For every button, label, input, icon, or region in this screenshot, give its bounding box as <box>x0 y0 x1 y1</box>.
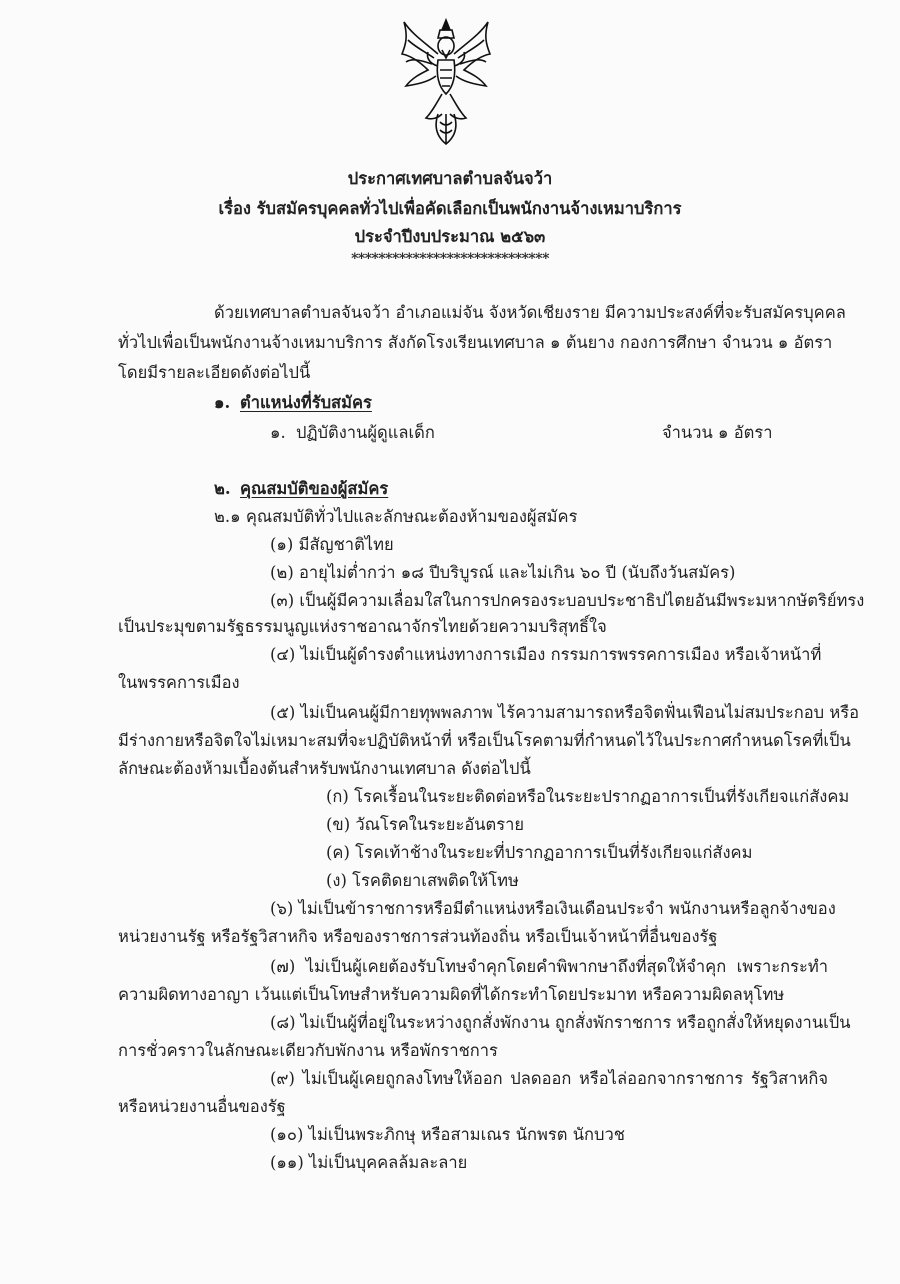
qualification-item: (๑๑) ไม่เป็นบุคคลล้มละลาย <box>270 1153 468 1172</box>
intro-line-3: โดยมีรายละเอียดดังต่อไปนี้ <box>118 363 311 382</box>
qualification-item: (๑) มีสัญชาติไทย <box>270 535 394 554</box>
section1-number: ๑. <box>214 393 231 412</box>
announcement-subject: เรื่อง รับสมัครบุคคลทั่วไปเพื่อคัดเลือกเป็นพนักงานจ้างเหมาบริการ <box>218 199 682 218</box>
qualification-item-cont: ในพรรคการเมือง <box>118 673 240 692</box>
qualification-item: (๙) ไม่เป็นผู้เคยถูกลงโทษให้ออก ปลดออก หรือไล่ออกจากราชการ รัฐวิสาหกิจ <box>270 1069 828 1088</box>
qualification-item-cont: ความผิดทางอาญา เว้นแต่เป็นโทษสำหรับความผิดที่ได้กระทำโดยประมาท หรือความผิดลหุโทษ <box>118 985 785 1004</box>
announcement-title: ประกาศเทศบาลตำบลจันจว้า <box>347 169 553 188</box>
qualification-item: (๒) อายุไม่ต่ำกว่า ๑๘ ปีบริบูรณ์ และไม่เกิน ๖๐ ปี (นับถึงวันสมัคร) <box>270 563 736 582</box>
qualification-item: (๔) ไม่เป็นผู้ดำรงตำแหน่งทางการเมือง กรรมการพรรคการเมือง หรือเจ้าหน้าที่ <box>270 645 822 664</box>
section2-heading: คุณสมบัติของผู้สมัคร <box>240 479 389 498</box>
intro-line-1: ด้วยเทศบาลตำบลจันจว้า อำเภอแม่จัน จังหวัดเชียงราย มีความประสงค์ที่จะรับสมัครบุคคล <box>214 303 846 322</box>
qualification-item-cont: ลักษณะต้องห้ามเบื้องต้นสำหรับพนักงานเทศบาล ดังต่อไปนี้ <box>118 759 531 778</box>
garuda-emblem <box>398 14 494 150</box>
position-count: จำนวน ๑ อัตรา <box>662 423 773 442</box>
qualification-item-cont: หรือหน่วยงานอื่นของรัฐ <box>118 1097 286 1116</box>
intro-line-2: ทั่วไปเพื่อเป็นพนักงานจ้างเหมาบริการ สังกัดโรงเรียนเทศบาล ๑ ต้นยาง กองการศึกษา จำนวน ๑ อัตรา <box>118 333 833 352</box>
qualification-item-cont: หน่วยงานรัฐ หรือรัฐวิสาหกิจ หรือของราชการส่วนท้องถิ่น หรือเป็นเจ้าหน้าที่อื่นของรัฐ <box>118 927 718 946</box>
qualification-item: (๑๐) ไม่เป็นพระภิกษุ หรือสามเณร นักพรต นักบวช <box>270 1125 625 1144</box>
qualification-item-cont: การชั่วคราวในลักษณะเดียวกับพักงาน หรือพักราชการ <box>118 1041 498 1060</box>
disease-item: (ค) โรคเท้าช้างในระยะที่ปรากฏอาการเป็นที่รังเกียจแก่สังคม <box>326 843 753 862</box>
qualification-item: (๖) ไม่เป็นข้าราชการหรือมีตำแหน่งหรือเงินเดือนประจำ พนักงานหรือลูกจ้างของ <box>270 899 836 918</box>
section1-heading: ตำแหน่งที่รับสมัคร <box>240 393 372 412</box>
fiscal-year: ประจำปีงบประมาณ ๒๕๖๓ <box>354 227 546 246</box>
qualification-item-cont: มีร่างกายหรือจิตใจไม่เหมาะสมที่จะปฏิบัติหน้าที่ หรือเป็นโรคตามที่กำหนดไว้ในประกาศกำหนดโรคที่เป็น <box>118 731 851 750</box>
qualification-item: (๗) ไม่เป็นผู้เคยต้องรับโทษจำคุกโดยคำพิพากษาถึงที่สุดให้จำคุก เพราะกระทำ <box>270 957 828 976</box>
qualification-item-cont: เป็นประมุขตามรัฐธรรมนูญแห่งราชอาณาจักรไทยด้วยความบริสุทธิ์ใจ <box>118 617 607 636</box>
separator: ***************************** <box>351 251 549 267</box>
qualification-item: (๓) เป็นผู้มีความเลื่อมใสในการปกครองระบอบประชาธิปไตยอันมีพระมหากษัตริย์ทรง <box>270 591 865 610</box>
section2-subheading: ๒.๑ คุณสมบัติทั่วไปและลักษณะต้องห้ามของผู้สมัคร <box>214 507 578 526</box>
qualification-item: (๕) ไม่เป็นคนผู้มีกายทุพพลภาพ ไร้ความสามารถหรือจิตฟั่นเฟือนไม่สมประกอบ หรือ <box>270 703 859 722</box>
position-name: ปฏิบัติงานผู้ดูแลเด็ก <box>296 423 435 442</box>
section2-number: ๒. <box>214 479 231 498</box>
disease-item: (ข) วัณโรคในระยะอันตราย <box>326 815 525 834</box>
position-number: ๑. <box>270 423 286 442</box>
qualification-item: (๘) ไม่เป็นผู้ที่อยู่ในระหว่างถูกสั่งพักงาน ถูกสั่งพักราชการ หรือถูกสั่งให้หยุดงานเป็น <box>270 1013 851 1032</box>
disease-item: (ก) โรคเรื้อนในระยะติดต่อหรือในระยะปรากฏอาการเป็นที่รังเกียจแก่สังคม <box>326 787 850 806</box>
disease-item: (ง) โรคติดยาเสพติดให้โทษ <box>326 871 519 890</box>
